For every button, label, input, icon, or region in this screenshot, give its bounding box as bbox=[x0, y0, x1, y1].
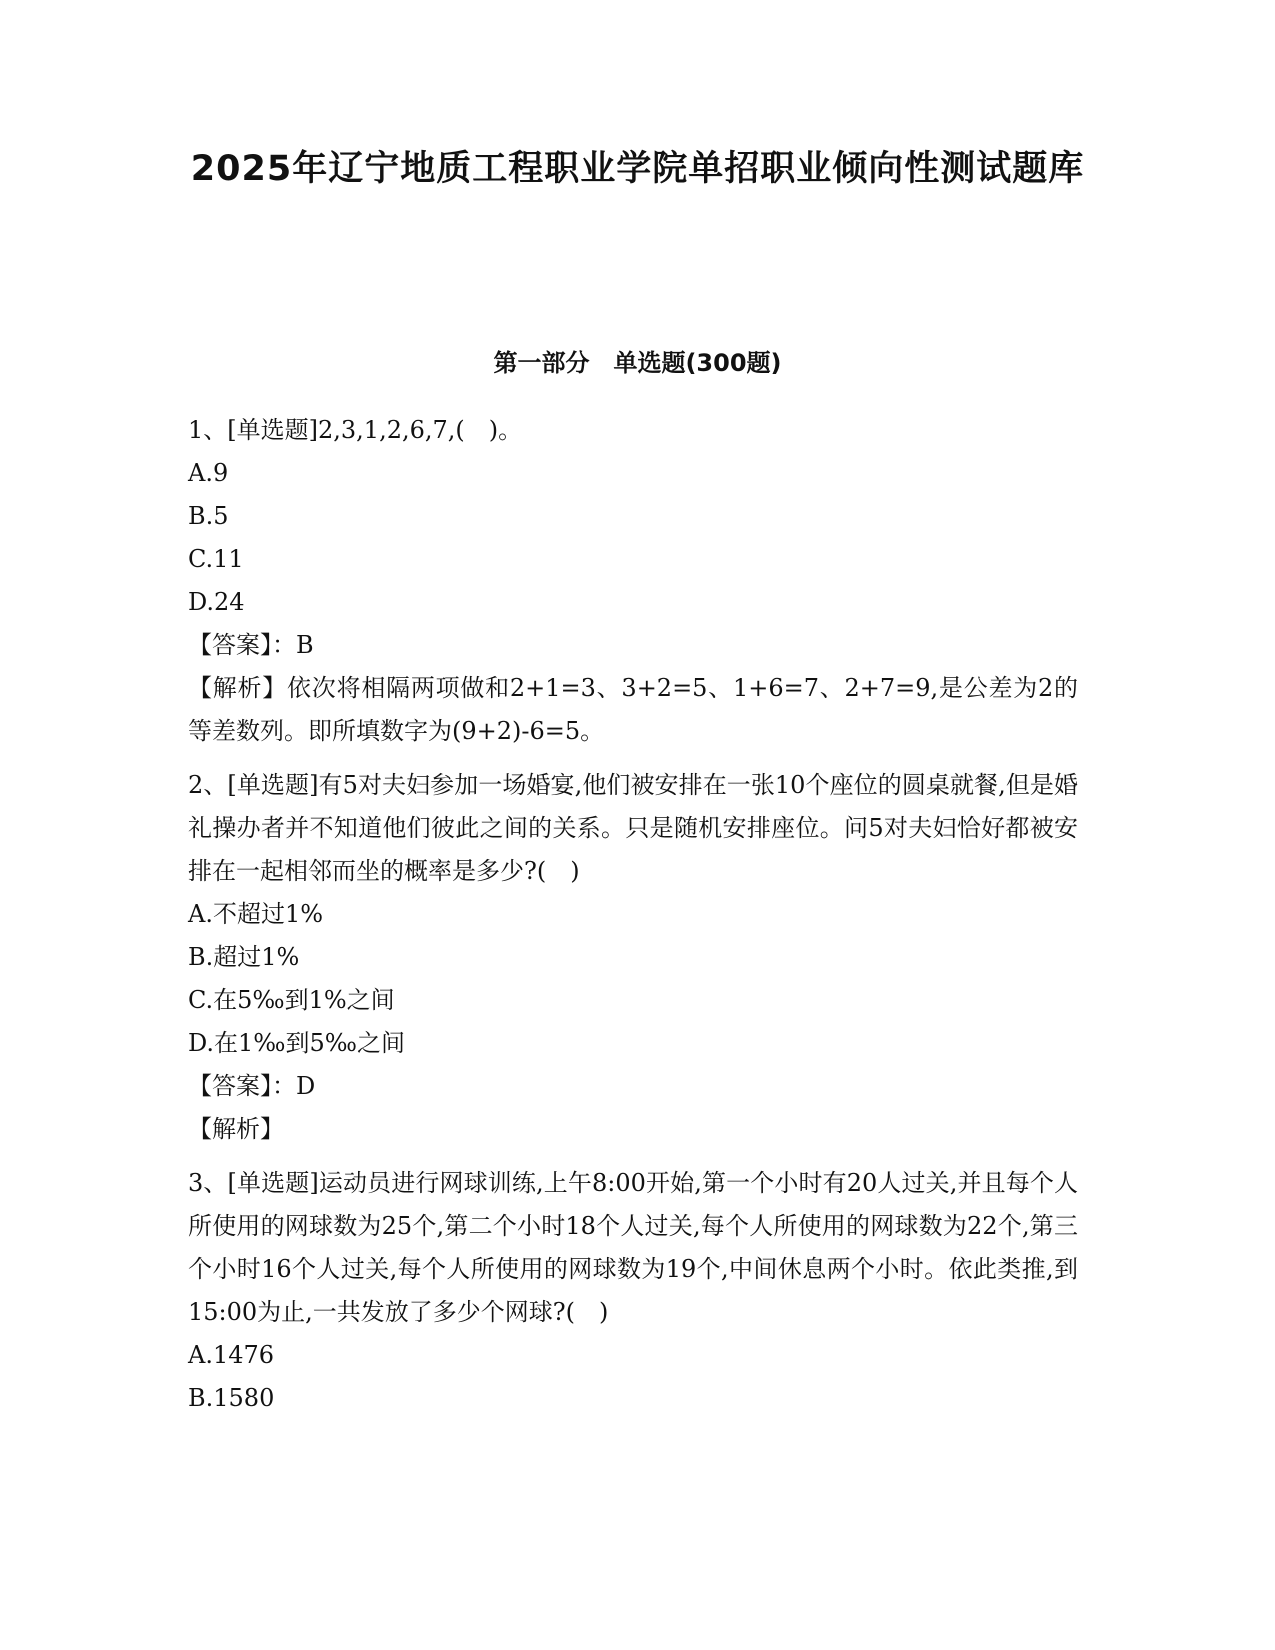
question-1-answer-label: 【答案】： bbox=[188, 631, 296, 659]
question-2-option-b: B.超过1% bbox=[188, 943, 300, 971]
section-title: 第一部分 单选题(300题) bbox=[493, 349, 782, 377]
question-2-analysis bbox=[188, 1108, 1078, 1151]
question-1-answer bbox=[188, 624, 1078, 667]
question-1-option-d: D.24 bbox=[188, 588, 245, 616]
question-2-option-d: D.在1‰到5‰之间 bbox=[188, 1029, 405, 1057]
question-1-option-a: A.9 bbox=[188, 459, 229, 487]
document-title: 2025年辽宁地质工程职业学院单招职业倾向性测试题库 bbox=[190, 149, 1085, 189]
question-2-stem-line bbox=[188, 764, 1078, 893]
question-3-stem-line bbox=[188, 1162, 1078, 1334]
question-1-analysis-text: 依次将相隔两项做和2+1=3、3+2=5、1+6=7、2+7=9,是公差为2的等差数列。即所填数字为(9+2)-6=5。 bbox=[188, 674, 1079, 745]
question-2-answer-value: D bbox=[296, 1072, 316, 1100]
question-1-analysis-label: 【解析】 bbox=[188, 674, 288, 702]
question-3-number: 3、 bbox=[188, 1169, 228, 1197]
question-3 bbox=[188, 1162, 1078, 1420]
question-3-stem: [单选题]运动员进行网球训练,上午8:00开始,第一个小时有20人过关,并且每个人所使用的网球数为25个,第二个小时18个人过关,每个人所使用的网球数为22个,第三个小时16个人过关,每个人所使用的网球数为19个,中间休息两个小时。依此类推,到15:00为止,一共发放了多少个网球?( ) bbox=[188, 1169, 1078, 1326]
question-1-option-c: C.11 bbox=[188, 545, 244, 573]
question-2-option-c: C.在5‰到1%之间 bbox=[188, 986, 395, 1014]
question-2-answer-label: 【答案】： bbox=[188, 1072, 296, 1100]
question-1 bbox=[188, 409, 1078, 753]
question-1-stem: [单选题]2,3,1,2,6,7,( )。 bbox=[227, 416, 523, 444]
question-2-number: 2、 bbox=[188, 771, 228, 799]
question-1-option-b: B.5 bbox=[188, 502, 229, 530]
question-2-option-a: A.不超过1% bbox=[188, 900, 324, 928]
question-list bbox=[188, 409, 1078, 1431]
question-1-analysis bbox=[188, 667, 1078, 753]
question-3-option-b: B.1580 bbox=[188, 1384, 275, 1412]
question-2-stem: [单选题]有5对夫妇参加一场婚宴,他们被安排在一张10个座位的圆桌就餐,但是婚礼操办者并不知道他们彼此之间的关系。只是随机安排座位。问5对夫妇恰好都被安排在一起相邻而坐的概率是多少?( ) bbox=[188, 771, 1078, 885]
question-1-stem-line bbox=[188, 409, 1078, 452]
question-2-analysis-label: 【解析】 bbox=[188, 1115, 284, 1143]
question-1-answer-value: B bbox=[296, 631, 314, 659]
question-1-number: 1、 bbox=[188, 416, 228, 444]
question-2-answer bbox=[188, 1065, 1078, 1108]
question-2 bbox=[188, 764, 1078, 1151]
question-3-option-a: A.1476 bbox=[188, 1341, 275, 1369]
